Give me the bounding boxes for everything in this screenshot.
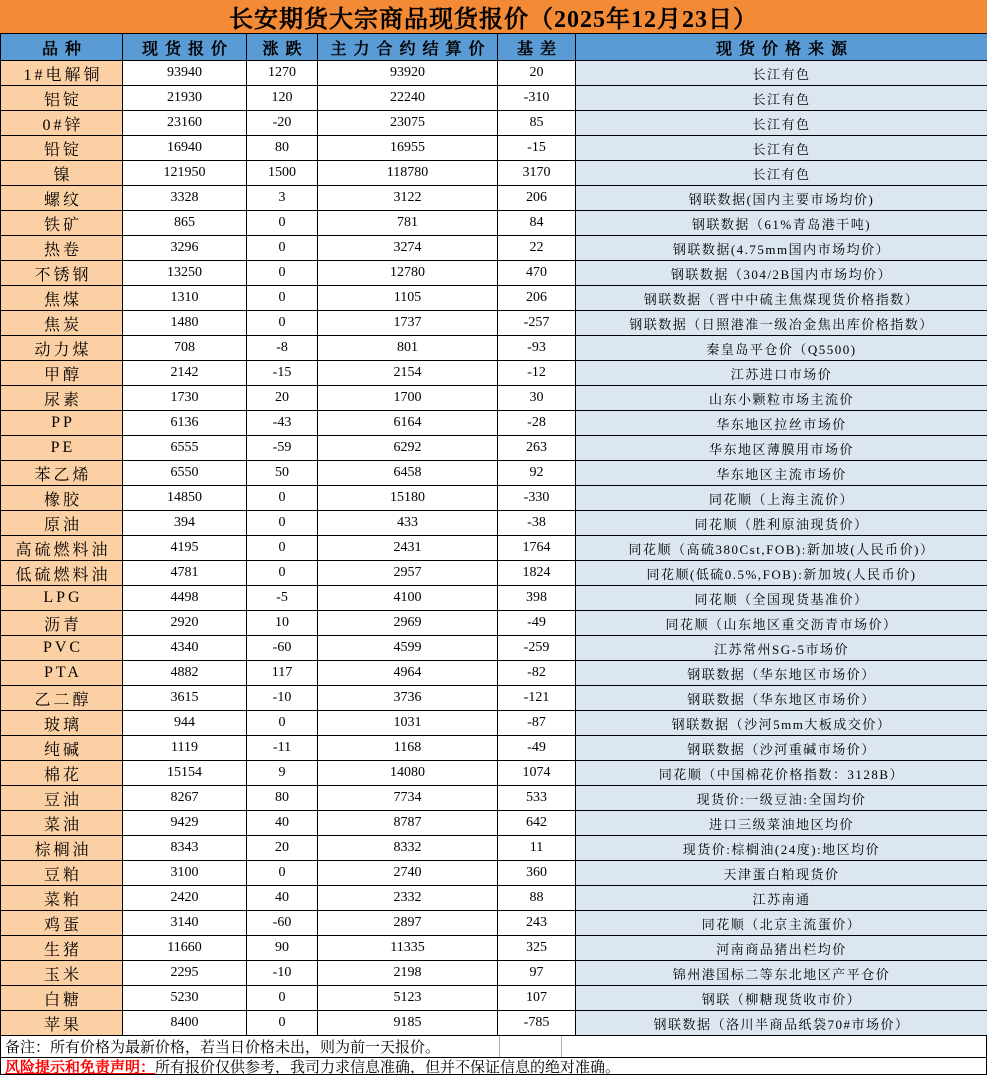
settlement-cell: 2897 bbox=[318, 911, 498, 936]
settlement-cell: 8332 bbox=[318, 836, 498, 861]
change-cell: 40 bbox=[247, 886, 318, 911]
basis-cell: 107 bbox=[498, 986, 576, 1011]
variety-cell: 原油 bbox=[1, 511, 123, 536]
change-cell: 1270 bbox=[247, 61, 318, 86]
table-row bbox=[1, 436, 987, 461]
basis-cell: 533 bbox=[498, 786, 576, 811]
price-table bbox=[0, 33, 987, 1036]
change-cell: 20 bbox=[247, 836, 318, 861]
settlement-cell: 4599 bbox=[318, 636, 498, 661]
settlement-cell: 2969 bbox=[318, 611, 498, 636]
variety-cell: 热卷 bbox=[1, 236, 123, 261]
col-header-source: 现货价格来源 bbox=[576, 34, 987, 61]
source-cell: 钢联数据（洛川半商品纸袋70#市场价） bbox=[576, 1011, 987, 1036]
table-row bbox=[1, 111, 987, 136]
col-header-spot-price: 现货报价 bbox=[123, 34, 247, 61]
basis-cell: -12 bbox=[498, 361, 576, 386]
variety-cell: 尿素 bbox=[1, 386, 123, 411]
settlement-cell: 1737 bbox=[318, 311, 498, 336]
spot-price-cell: 4498 bbox=[123, 586, 247, 611]
table-row bbox=[1, 261, 987, 286]
settlement-cell: 9185 bbox=[318, 1011, 498, 1036]
spot-price-cell: 6550 bbox=[123, 461, 247, 486]
variety-cell: 螺纹 bbox=[1, 186, 123, 211]
change-cell: 0 bbox=[247, 211, 318, 236]
source-cell: 钢联（柳糖现货收市价） bbox=[576, 986, 987, 1011]
settlement-cell: 118780 bbox=[318, 161, 498, 186]
source-cell: 钢联数据（沙河重碱市场价） bbox=[576, 736, 987, 761]
basis-cell: 206 bbox=[498, 186, 576, 211]
page-title: 长安期货大宗商品现货报价（2025年12月23日） bbox=[0, 0, 987, 33]
change-cell: 80 bbox=[247, 136, 318, 161]
variety-cell: 不锈钢 bbox=[1, 261, 123, 286]
settlement-cell: 23075 bbox=[318, 111, 498, 136]
change-cell: 9 bbox=[247, 761, 318, 786]
table-row bbox=[1, 561, 987, 586]
source-cell: 锦州港国标二等东北地区产平仓价 bbox=[576, 961, 987, 986]
table-row bbox=[1, 1011, 987, 1036]
source-cell: 华东地区拉丝市场价 bbox=[576, 411, 987, 436]
variety-cell: 菜粕 bbox=[1, 886, 123, 911]
variety-cell: 焦炭 bbox=[1, 311, 123, 336]
spot-price-cell: 1310 bbox=[123, 286, 247, 311]
spot-price-cell: 865 bbox=[123, 211, 247, 236]
spot-price-cell: 3328 bbox=[123, 186, 247, 211]
table-row bbox=[1, 711, 987, 736]
basis-cell: 360 bbox=[498, 861, 576, 886]
variety-cell: 苹果 bbox=[1, 1011, 123, 1036]
settlement-cell: 11335 bbox=[318, 936, 498, 961]
basis-cell: 325 bbox=[498, 936, 576, 961]
table-row bbox=[1, 836, 987, 861]
settlement-cell: 2431 bbox=[318, 536, 498, 561]
variety-cell: 1#电解铜 bbox=[1, 61, 123, 86]
table-row bbox=[1, 86, 987, 111]
table-row bbox=[1, 511, 987, 536]
source-cell: 钢联数据(4.75mm国内市场均价） bbox=[576, 236, 987, 261]
table-row bbox=[1, 336, 987, 361]
variety-cell: 玻璃 bbox=[1, 711, 123, 736]
table-body bbox=[1, 61, 987, 1036]
settlement-cell: 1105 bbox=[318, 286, 498, 311]
spot-price-cell: 2142 bbox=[123, 361, 247, 386]
source-cell: 同花顺（上海主流价） bbox=[576, 486, 987, 511]
basis-cell: -257 bbox=[498, 311, 576, 336]
spot-price-cell: 6136 bbox=[123, 411, 247, 436]
change-cell: 0 bbox=[247, 486, 318, 511]
basis-cell: -49 bbox=[498, 611, 576, 636]
settlement-cell: 3736 bbox=[318, 686, 498, 711]
settlement-cell: 6458 bbox=[318, 461, 498, 486]
source-cell: 江苏南通 bbox=[576, 886, 987, 911]
spot-price-cell: 2420 bbox=[123, 886, 247, 911]
source-cell: 江苏进口市场价 bbox=[576, 361, 987, 386]
source-cell: 钢联数据（304/2B国内市场均价） bbox=[576, 261, 987, 286]
basis-cell: 92 bbox=[498, 461, 576, 486]
table-row bbox=[1, 361, 987, 386]
source-cell: 河南商品猪出栏均价 bbox=[576, 936, 987, 961]
source-cell: 山东小颗粒市场主流价 bbox=[576, 386, 987, 411]
spot-price-cell: 1480 bbox=[123, 311, 247, 336]
basis-cell: 642 bbox=[498, 811, 576, 836]
change-cell: -10 bbox=[247, 686, 318, 711]
source-cell: 长江有色 bbox=[576, 61, 987, 86]
basis-cell: 85 bbox=[498, 111, 576, 136]
table-row bbox=[1, 786, 987, 811]
basis-cell: -310 bbox=[498, 86, 576, 111]
table-row bbox=[1, 286, 987, 311]
basis-cell: 1824 bbox=[498, 561, 576, 586]
spot-price-cell: 2920 bbox=[123, 611, 247, 636]
spot-price-cell: 16940 bbox=[123, 136, 247, 161]
source-cell: 同花顺（北京主流蛋价） bbox=[576, 911, 987, 936]
disclaimer-row bbox=[0, 1058, 987, 1075]
settlement-cell: 7734 bbox=[318, 786, 498, 811]
basis-cell: -330 bbox=[498, 486, 576, 511]
basis-cell: -87 bbox=[498, 711, 576, 736]
source-cell: 秦皇岛平仓价（Q5500) bbox=[576, 336, 987, 361]
table-row bbox=[1, 736, 987, 761]
basis-cell: -28 bbox=[498, 411, 576, 436]
variety-cell: 甲醇 bbox=[1, 361, 123, 386]
variety-cell: 玉米 bbox=[1, 961, 123, 986]
source-cell: 钢联数据（华东地区市场价） bbox=[576, 686, 987, 711]
table-row bbox=[1, 661, 987, 686]
basis-cell: -121 bbox=[498, 686, 576, 711]
table-row bbox=[1, 911, 987, 936]
basis-cell: -82 bbox=[498, 661, 576, 686]
table-row bbox=[1, 311, 987, 336]
variety-cell: 铁矿 bbox=[1, 211, 123, 236]
settlement-cell: 801 bbox=[318, 336, 498, 361]
source-cell: 同花顺（高硫380Cst,FOB):新加坡(人民币价)） bbox=[576, 536, 987, 561]
source-cell: 长江有色 bbox=[576, 161, 987, 186]
settlement-cell: 1700 bbox=[318, 386, 498, 411]
source-cell: 钢联数据（日照港准一级冶金焦出库价格指数） bbox=[576, 311, 987, 336]
settlement-cell: 8787 bbox=[318, 811, 498, 836]
change-cell: 0 bbox=[247, 561, 318, 586]
table-row bbox=[1, 411, 987, 436]
source-cell: 长江有色 bbox=[576, 86, 987, 111]
change-cell: -5 bbox=[247, 586, 318, 611]
disclaimer-label: 风险提示和免责声明： bbox=[5, 1056, 155, 1077]
spot-price-cell: 93940 bbox=[123, 61, 247, 86]
spot-price-cell: 3100 bbox=[123, 861, 247, 886]
basis-cell: 3170 bbox=[498, 161, 576, 186]
table-row bbox=[1, 461, 987, 486]
table-row bbox=[1, 211, 987, 236]
source-cell: 钢联数据（61%青岛港干吨) bbox=[576, 211, 987, 236]
variety-cell: 鸡蛋 bbox=[1, 911, 123, 936]
change-cell: 120 bbox=[247, 86, 318, 111]
settlement-cell: 5123 bbox=[318, 986, 498, 1011]
settlement-cell: 433 bbox=[318, 511, 498, 536]
basis-cell: 11 bbox=[498, 836, 576, 861]
basis-cell: -785 bbox=[498, 1011, 576, 1036]
spot-price-cell: 15154 bbox=[123, 761, 247, 786]
table-row bbox=[1, 611, 987, 636]
source-cell: 钢联数据（沙河5mm大板成交价） bbox=[576, 711, 987, 736]
settlement-cell: 4964 bbox=[318, 661, 498, 686]
basis-cell: 243 bbox=[498, 911, 576, 936]
table-row bbox=[1, 686, 987, 711]
spot-price-cell: 1119 bbox=[123, 736, 247, 761]
variety-cell: 棕榈油 bbox=[1, 836, 123, 861]
change-cell: 0 bbox=[247, 286, 318, 311]
settlement-cell: 14080 bbox=[318, 761, 498, 786]
basis-cell: 30 bbox=[498, 386, 576, 411]
col-header-variety: 品种 bbox=[1, 34, 123, 61]
spot-price-cell: 23160 bbox=[123, 111, 247, 136]
spot-price-cell: 394 bbox=[123, 511, 247, 536]
source-cell: 同花顺（中国棉花价格指数：3128B） bbox=[576, 761, 987, 786]
table-row bbox=[1, 386, 987, 411]
variety-cell: 豆油 bbox=[1, 786, 123, 811]
settlement-cell: 15180 bbox=[318, 486, 498, 511]
spot-price-cell: 8343 bbox=[123, 836, 247, 861]
spot-price-cell: 8400 bbox=[123, 1011, 247, 1036]
spot-price-cell: 4882 bbox=[123, 661, 247, 686]
change-cell: 0 bbox=[247, 861, 318, 886]
source-cell: 现货价:一级豆油:全国均价 bbox=[576, 786, 987, 811]
table-row bbox=[1, 936, 987, 961]
table-row bbox=[1, 811, 987, 836]
variety-cell: 苯乙烯 bbox=[1, 461, 123, 486]
spot-price-cell: 708 bbox=[123, 336, 247, 361]
grid-line bbox=[561, 1036, 562, 1057]
spot-price-cell: 121950 bbox=[123, 161, 247, 186]
spot-price-cell: 21930 bbox=[123, 86, 247, 111]
variety-cell: PVC bbox=[1, 636, 123, 661]
variety-cell: 镍 bbox=[1, 161, 123, 186]
source-cell: 长江有色 bbox=[576, 136, 987, 161]
variety-cell: PTA bbox=[1, 661, 123, 686]
change-cell: -10 bbox=[247, 961, 318, 986]
source-cell: 长江有色 bbox=[576, 111, 987, 136]
table-row bbox=[1, 186, 987, 211]
variety-cell: 沥青 bbox=[1, 611, 123, 636]
change-cell: 0 bbox=[247, 711, 318, 736]
change-cell: 3 bbox=[247, 186, 318, 211]
spot-price-cell: 944 bbox=[123, 711, 247, 736]
change-cell: 1500 bbox=[247, 161, 318, 186]
settlement-cell: 2154 bbox=[318, 361, 498, 386]
variety-cell: 低硫燃料油 bbox=[1, 561, 123, 586]
variety-cell: 橡胶 bbox=[1, 486, 123, 511]
table-row bbox=[1, 986, 987, 1011]
variety-cell: 乙二醇 bbox=[1, 686, 123, 711]
settlement-cell: 22240 bbox=[318, 86, 498, 111]
variety-cell: PE bbox=[1, 436, 123, 461]
note-text: 所有价格为最新价格，若当日价格未出，则为前一天报价。 bbox=[50, 1036, 440, 1057]
spot-price-cell: 9429 bbox=[123, 811, 247, 836]
variety-cell: 高硫燃料油 bbox=[1, 536, 123, 561]
spot-price-cell: 1730 bbox=[123, 386, 247, 411]
basis-cell: -49 bbox=[498, 736, 576, 761]
change-cell: -20 bbox=[247, 111, 318, 136]
settlement-cell: 6292 bbox=[318, 436, 498, 461]
basis-cell: 84 bbox=[498, 211, 576, 236]
change-cell: 50 bbox=[247, 461, 318, 486]
change-cell: 0 bbox=[247, 1011, 318, 1036]
spot-price-cell: 14850 bbox=[123, 486, 247, 511]
variety-cell: 白糖 bbox=[1, 986, 123, 1011]
col-header-basis: 基差 bbox=[498, 34, 576, 61]
change-cell: -43 bbox=[247, 411, 318, 436]
basis-cell: -93 bbox=[498, 336, 576, 361]
variety-cell: 焦煤 bbox=[1, 286, 123, 311]
disclaimer-text: 所有报价仅供参考，我司力求信息准确，但并不保证信息的绝对准确。 bbox=[155, 1056, 620, 1077]
spot-price-cell: 2295 bbox=[123, 961, 247, 986]
table-row bbox=[1, 961, 987, 986]
change-cell: 0 bbox=[247, 236, 318, 261]
spot-price-cell: 3296 bbox=[123, 236, 247, 261]
basis-cell: -259 bbox=[498, 636, 576, 661]
basis-cell: 1074 bbox=[498, 761, 576, 786]
change-cell: 90 bbox=[247, 936, 318, 961]
variety-cell: 棉花 bbox=[1, 761, 123, 786]
change-cell: 117 bbox=[247, 661, 318, 686]
source-cell: 同花顺（胜利原油现货价） bbox=[576, 511, 987, 536]
basis-cell: 1764 bbox=[498, 536, 576, 561]
settlement-cell: 781 bbox=[318, 211, 498, 236]
settlement-cell: 16955 bbox=[318, 136, 498, 161]
change-cell: 0 bbox=[247, 536, 318, 561]
source-cell: 钢联数据（晋中中硫主焦煤现货价格指数） bbox=[576, 286, 987, 311]
variety-cell: PP bbox=[1, 411, 123, 436]
table-row bbox=[1, 161, 987, 186]
col-header-settlement: 主力合约结算价 bbox=[318, 34, 498, 61]
source-cell: 同花顺（全国现货基准价） bbox=[576, 586, 987, 611]
source-cell: 钢联数据(国内主要市场均价) bbox=[576, 186, 987, 211]
change-cell: 20 bbox=[247, 386, 318, 411]
spot-price-cell: 5230 bbox=[123, 986, 247, 1011]
basis-cell: -15 bbox=[498, 136, 576, 161]
col-header-change: 涨跌 bbox=[247, 34, 318, 61]
source-cell: 华东地区薄膜用市场价 bbox=[576, 436, 987, 461]
settlement-cell: 12780 bbox=[318, 261, 498, 286]
basis-cell: 22 bbox=[498, 236, 576, 261]
spot-price-cell: 13250 bbox=[123, 261, 247, 286]
spot-price-cell: 6555 bbox=[123, 436, 247, 461]
change-cell: 0 bbox=[247, 261, 318, 286]
source-cell: 天津蛋白粕现货价 bbox=[576, 861, 987, 886]
settlement-cell: 6164 bbox=[318, 411, 498, 436]
variety-cell: 动力煤 bbox=[1, 336, 123, 361]
change-cell: -11 bbox=[247, 736, 318, 761]
settlement-cell: 3274 bbox=[318, 236, 498, 261]
source-cell: 同花顺(低硫0.5%,FOB):新加坡(人民币价) bbox=[576, 561, 987, 586]
settlement-cell: 3122 bbox=[318, 186, 498, 211]
variety-cell: 铝锭 bbox=[1, 86, 123, 111]
settlement-cell: 93920 bbox=[318, 61, 498, 86]
table-row bbox=[1, 636, 987, 661]
spot-price-cell: 4340 bbox=[123, 636, 247, 661]
basis-cell: 20 bbox=[498, 61, 576, 86]
variety-cell: 豆粕 bbox=[1, 861, 123, 886]
settlement-cell: 2740 bbox=[318, 861, 498, 886]
grid-line bbox=[499, 1036, 500, 1057]
variety-cell: 0#锌 bbox=[1, 111, 123, 136]
variety-cell: 铅锭 bbox=[1, 136, 123, 161]
variety-cell: 纯碱 bbox=[1, 736, 123, 761]
spot-price-cell: 11660 bbox=[123, 936, 247, 961]
basis-cell: 88 bbox=[498, 886, 576, 911]
table-row bbox=[1, 886, 987, 911]
settlement-cell: 2198 bbox=[318, 961, 498, 986]
change-cell: 10 bbox=[247, 611, 318, 636]
table-row bbox=[1, 761, 987, 786]
variety-cell: LPG bbox=[1, 586, 123, 611]
spot-price-cell: 8267 bbox=[123, 786, 247, 811]
change-cell: 40 bbox=[247, 811, 318, 836]
header-row bbox=[1, 34, 987, 61]
change-cell: 0 bbox=[247, 311, 318, 336]
spot-price-cell: 4781 bbox=[123, 561, 247, 586]
settlement-cell: 1168 bbox=[318, 736, 498, 761]
variety-cell: 菜油 bbox=[1, 811, 123, 836]
table-row bbox=[1, 861, 987, 886]
table-row bbox=[1, 61, 987, 86]
change-cell: -60 bbox=[247, 636, 318, 661]
settlement-cell: 4100 bbox=[318, 586, 498, 611]
change-cell: -8 bbox=[247, 336, 318, 361]
variety-cell: 生猪 bbox=[1, 936, 123, 961]
settlement-cell: 1031 bbox=[318, 711, 498, 736]
table-row bbox=[1, 136, 987, 161]
change-cell: 0 bbox=[247, 511, 318, 536]
settlement-cell: 2332 bbox=[318, 886, 498, 911]
source-cell: 同花顺（山东地区重交沥青市场价） bbox=[576, 611, 987, 636]
source-cell: 江苏常州SG-5市场价 bbox=[576, 636, 987, 661]
basis-cell: 206 bbox=[498, 286, 576, 311]
source-cell: 进口三级菜油地区均价 bbox=[576, 811, 987, 836]
source-cell: 钢联数据（华东地区市场价） bbox=[576, 661, 987, 686]
table-row bbox=[1, 486, 987, 511]
source-cell: 华东地区主流市场价 bbox=[576, 461, 987, 486]
basis-cell: 398 bbox=[498, 586, 576, 611]
basis-cell: 263 bbox=[498, 436, 576, 461]
settlement-cell: 2957 bbox=[318, 561, 498, 586]
table-row bbox=[1, 536, 987, 561]
table-row bbox=[1, 586, 987, 611]
change-cell: -15 bbox=[247, 361, 318, 386]
spot-price-cell: 3615 bbox=[123, 686, 247, 711]
change-cell: 0 bbox=[247, 986, 318, 1011]
basis-cell: -38 bbox=[498, 511, 576, 536]
change-cell: 80 bbox=[247, 786, 318, 811]
source-cell: 现货价:棕榈油(24度):地区均价 bbox=[576, 836, 987, 861]
table-row bbox=[1, 236, 987, 261]
change-cell: -59 bbox=[247, 436, 318, 461]
spot-price-cell: 3140 bbox=[123, 911, 247, 936]
change-cell: -60 bbox=[247, 911, 318, 936]
basis-cell: 97 bbox=[498, 961, 576, 986]
spot-price-cell: 4195 bbox=[123, 536, 247, 561]
basis-cell: 470 bbox=[498, 261, 576, 286]
note-label: 备注： bbox=[5, 1036, 50, 1057]
